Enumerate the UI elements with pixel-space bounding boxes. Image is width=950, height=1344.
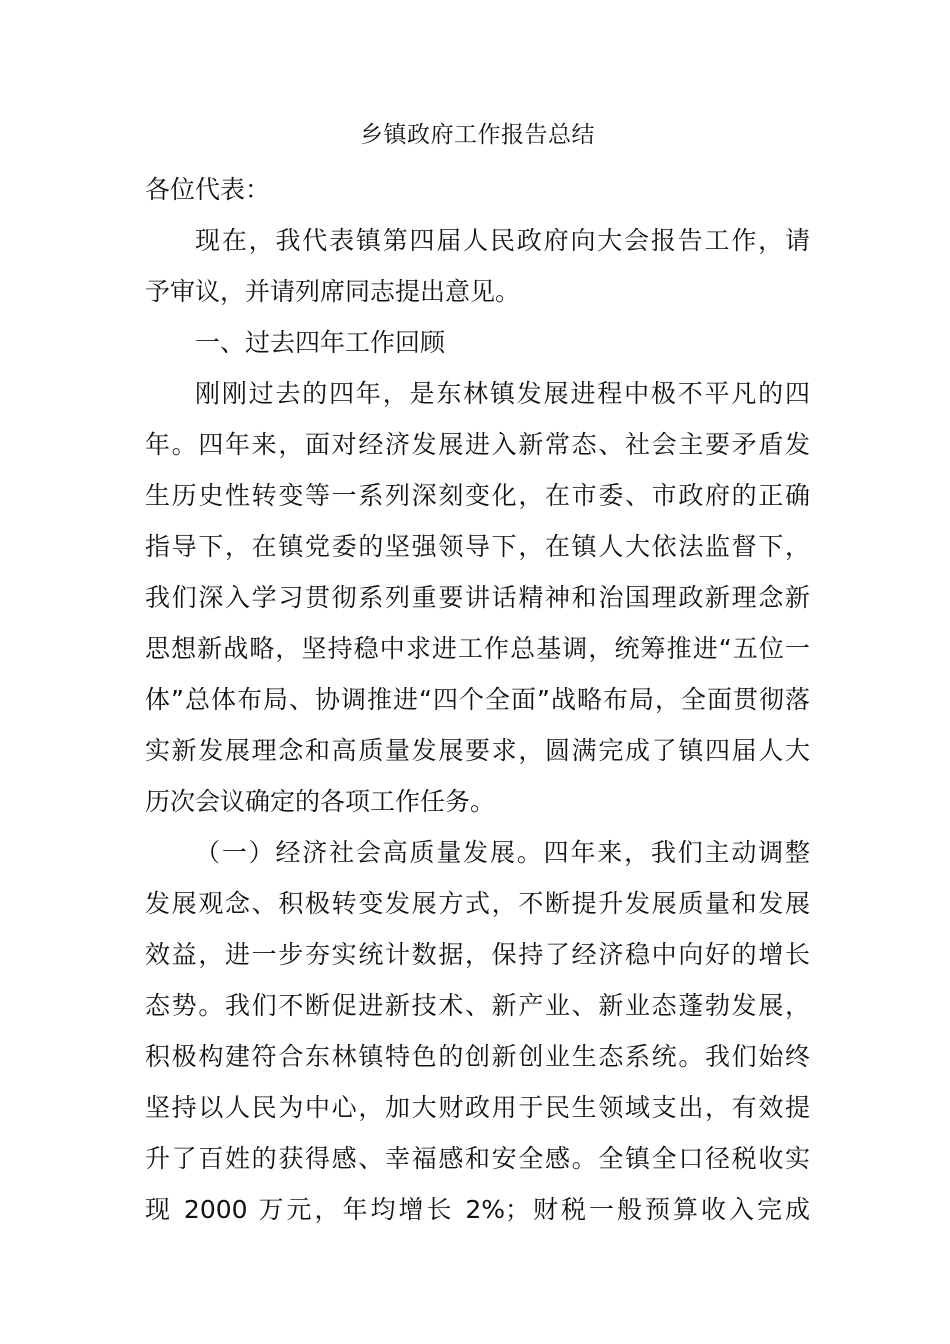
document-title: 乡镇政府工作报告总结 xyxy=(360,122,595,148)
body-line: 实新发展理念和高质量发展要求，圆满完成了镇四届人大 xyxy=(145,736,810,765)
body-line: 积极构建符合东林镇特色的创新创业生态系统。我们始终 xyxy=(145,1042,810,1071)
body-line: （一）经济社会高质量发展。四年来，我们主动调整 xyxy=(195,838,810,867)
document-body xyxy=(145,164,810,1235)
body-line: 各位代表： xyxy=(145,175,271,204)
body-line: 现 2000 万元，年均增长 2%；财税一般预算收入完成 xyxy=(145,1195,810,1224)
body-line: 思想新战略，坚持稳中求进工作总基调，统筹推进“五位一 xyxy=(145,634,810,663)
body-line: 发展观念、积极转变发展方式，不断提升发展质量和发展 xyxy=(145,889,810,918)
body-line: 历次会议确定的各项工作任务。 xyxy=(145,787,496,816)
body-line: 坚持以人民为中心，加大财政用于民生领域支出，有效提 xyxy=(145,1093,810,1122)
body-line: 态势。我们不断促进新技术、新产业、新业态蓬勃发展， xyxy=(145,991,810,1020)
body-line: 我们深入学习贯彻系列重要讲话精神和治国理政新理念新 xyxy=(145,583,810,612)
body-line: 指导下，在镇党委的坚强领导下，在镇人大依法监督下， xyxy=(145,532,810,561)
body-line: 生历史性转变等一系列深刻变化，在市委、市政府的正确 xyxy=(145,481,810,510)
body-line: 年。四年来，面对经济发展进入新常态、社会主要矛盾发 xyxy=(145,430,810,459)
document-page xyxy=(145,112,810,1235)
body-line: 刚刚过去的四年，是东林镇发展进程中极不平凡的四 xyxy=(195,379,810,408)
body-line: 体”总体布局、协调推进“四个全面”战略布局，全面贯彻落 xyxy=(145,685,810,714)
body-line: 现在，我代表镇第四届人民政府向大会报告工作，请 xyxy=(195,226,810,255)
body-line: 效益，进一步夯实统计数据，保持了经济稳中向好的增长 xyxy=(145,940,810,969)
body-line: 予审议，并请列席同志提出意见。 xyxy=(145,277,521,306)
section-heading: 一、过去四年工作回顾 xyxy=(195,328,446,357)
body-line: 升了百姓的获得感、幸福感和安全感。全镇全口径税收实 xyxy=(145,1144,810,1173)
